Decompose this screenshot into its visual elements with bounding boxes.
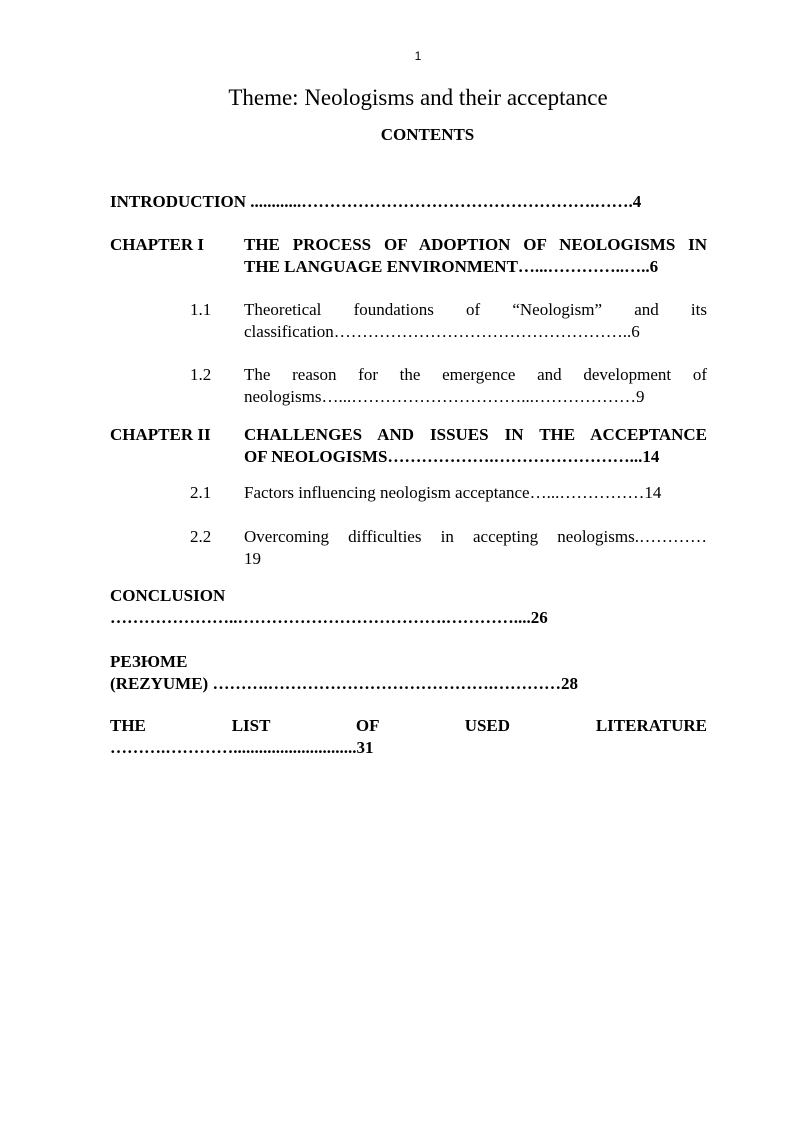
toc-section-2-1-line1: Factors influencing neologism acceptance…...……………14 (244, 483, 662, 502)
toc-literature-line2: ……….………….............................31 (110, 738, 374, 757)
toc-introduction: INTRODUCTION ............…………………………………………….…….4 (110, 192, 642, 211)
toc-section-1-1-number: 1.1 (190, 300, 212, 319)
toc-rezyume-line2: (REZYUME) ……….………………………………….…………28 (110, 674, 578, 693)
toc-section-1-2-number: 1.2 (190, 365, 212, 384)
toc-section-2-2-line1: Overcoming difficulties in accepting neologisms.………… (244, 527, 707, 546)
toc-section-1-2-line2: neologisms…...…………………………...………………9 (244, 387, 645, 406)
document-theme-title: Theme: Neologisms and their acceptance (228, 85, 608, 110)
toc-section-1-1-line1: Theoretical foundations of “Neologism” and its (244, 300, 707, 319)
toc-chapter-1-title-line1: THE PROCESS OF ADOPTION OF NEOLOGISMS IN (244, 235, 707, 254)
toc-section-2-2-line2: 19 (244, 549, 261, 568)
toc-section-2-2-number: 2.2 (190, 527, 212, 546)
toc-chapter-1-title-line2: THE LANGUAGE ENVIRONMENT…...…………..…..6 (244, 257, 659, 276)
toc-literature-line1: THE LIST OF USED LITERATURE (110, 716, 707, 735)
toc-section-1-1-line2: classification……………………………………………..6 (244, 322, 640, 341)
toc-chapter-2-title-line1: CHALLENGES AND ISSUES IN THE ACCEPTANCE (244, 425, 707, 444)
page-number: 1 (414, 49, 422, 63)
toc-chapter-2-label: CHAPTER II (110, 425, 211, 444)
toc-conclusion-line1: CONCLUSION (110, 586, 226, 605)
toc-section-2-1-number: 2.1 (190, 483, 212, 502)
toc-chapter-2-title-line2: OF NEOLOGISMS……………….……………………...14 (244, 447, 660, 466)
toc-rezyume-line1: РЕЗЮМЕ (110, 652, 188, 671)
toc-chapter-1-label: CHAPTER I (110, 235, 204, 254)
toc-conclusion-line2: …………………..……………………………….…………....26 (110, 608, 548, 627)
toc-section-1-2-line1: The reason for the emergence and development of (244, 365, 707, 384)
contents-heading: CONTENTS (380, 125, 475, 144)
